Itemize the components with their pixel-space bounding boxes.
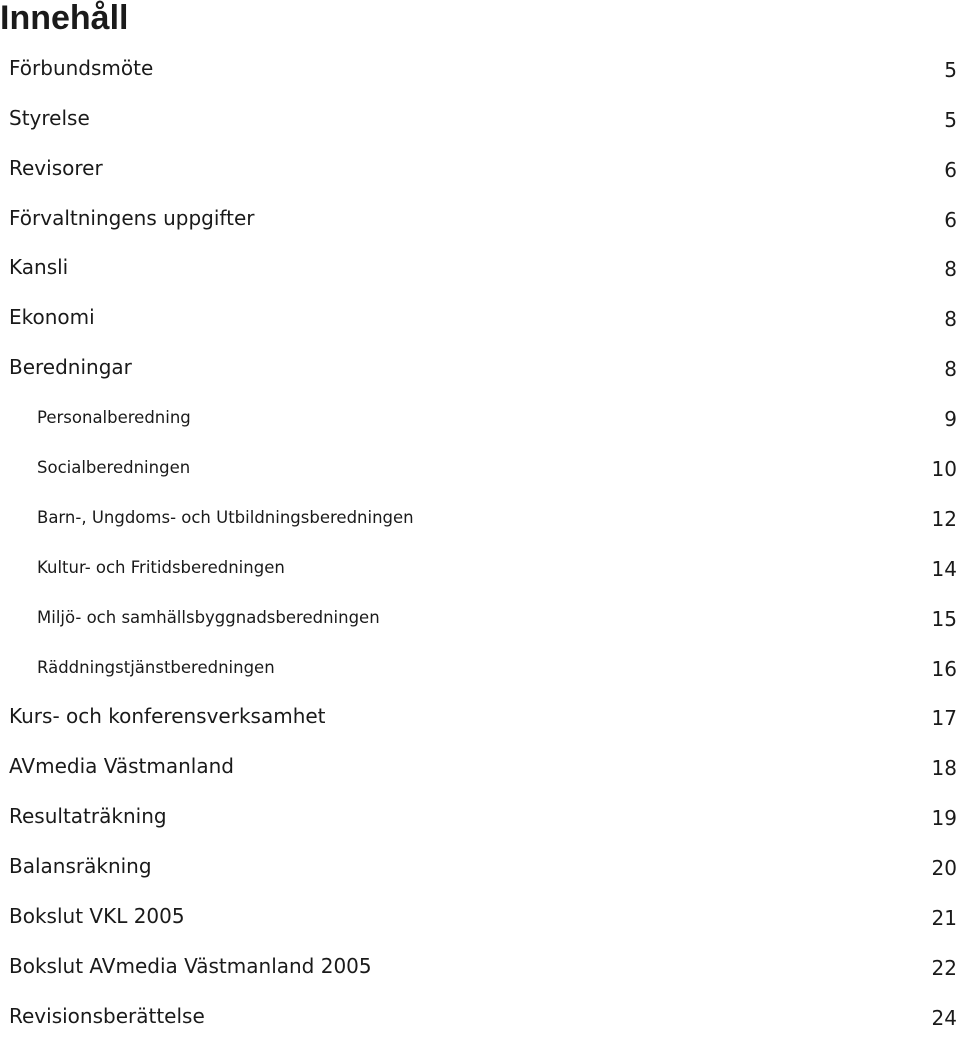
toc-entry[interactable] xyxy=(0,142,960,192)
toc-subentry[interactable] xyxy=(0,591,960,641)
toc-entry-page: 21 xyxy=(931,906,957,931)
toc-entry[interactable] xyxy=(0,341,960,391)
toc-entry-page: 16 xyxy=(931,656,957,681)
toc-entry-page: 5 xyxy=(944,107,957,132)
toc-entry[interactable] xyxy=(0,691,960,741)
toc-entry-page: 8 xyxy=(944,307,957,332)
toc-entry-page: 10 xyxy=(931,457,957,482)
toc-entry-label: Revisorer xyxy=(9,155,103,180)
toc-entry-label: Kurs- och konferensverksamhet xyxy=(9,704,326,729)
toc-subentry[interactable] xyxy=(0,491,960,541)
toc-entry-page: 17 xyxy=(931,706,957,731)
toc-entry-label: Bokslut AVmedia Västmanland 2005 xyxy=(9,953,372,978)
toc-entry[interactable] xyxy=(0,790,960,840)
toc-list xyxy=(0,42,960,1040)
toc-entry-label: Räddningstjänstberedningen xyxy=(37,657,275,677)
toc-entry-label: Förvaltningens uppgifter xyxy=(9,205,255,230)
toc-entry-page: 24 xyxy=(931,1005,957,1030)
toc-entry-page: 22 xyxy=(931,955,957,980)
toc-entry-label: Styrelse xyxy=(9,105,90,130)
toc-entry-label: Barn-, Ungdoms- och Utbildningsberedningen xyxy=(37,507,414,527)
page-title: Innehåll xyxy=(0,0,129,37)
toc-entry-label: Kansli xyxy=(9,255,69,280)
toc-entry-label: Beredningar xyxy=(9,355,132,380)
toc-entry-label: Balansräkning xyxy=(9,854,152,879)
toc-entry-page: 8 xyxy=(944,257,957,282)
toc-entry-page: 9 xyxy=(944,407,957,432)
toc-entry-label: Resultaträkning xyxy=(9,804,167,829)
toc-entry-page: 12 xyxy=(931,506,957,531)
toc-entry[interactable] xyxy=(0,192,960,242)
toc-entry-label: AVmedia Västmanland xyxy=(9,754,234,779)
toc-entry-label: Miljö- och samhällsbyggnadsberedningen xyxy=(37,607,380,627)
toc-entry[interactable] xyxy=(0,92,960,142)
toc-entry-page: 14 xyxy=(931,556,957,581)
toc-subentry[interactable] xyxy=(0,391,960,441)
toc-subentry[interactable] xyxy=(0,641,960,691)
toc-subentry[interactable] xyxy=(0,541,960,591)
toc-entry-label: Personalberedning xyxy=(37,408,191,428)
toc-entry-label: Förbundsmöte xyxy=(9,55,154,80)
toc-entry-page: 5 xyxy=(944,57,957,82)
toc-entry[interactable] xyxy=(0,42,960,92)
toc-entry-page: 6 xyxy=(944,207,957,232)
toc-entry-page: 6 xyxy=(944,157,957,182)
toc-entry[interactable] xyxy=(0,740,960,790)
toc-entry-page: 20 xyxy=(931,856,957,881)
toc-entry-page: 15 xyxy=(931,606,957,631)
toc-entry-label: Revisionsberättelse xyxy=(9,1003,205,1028)
toc-entry[interactable] xyxy=(0,940,960,990)
toc-entry-label: Bokslut VKL 2005 xyxy=(9,904,185,929)
toc-entry-label: Socialberedningen xyxy=(37,458,191,478)
toc-entry-page: 19 xyxy=(931,806,957,831)
toc-entry-page: 8 xyxy=(944,357,957,382)
toc-entry-page: 18 xyxy=(931,756,957,781)
toc-entry[interactable] xyxy=(0,840,960,890)
toc-entry[interactable] xyxy=(0,890,960,940)
toc-subentry[interactable] xyxy=(0,441,960,491)
toc-entry[interactable] xyxy=(0,990,960,1040)
toc-entry[interactable] xyxy=(0,242,960,292)
toc-entry-label: Kultur- och Fritidsberedningen xyxy=(37,557,285,577)
toc-entry[interactable] xyxy=(0,291,960,341)
toc-entry-label: Ekonomi xyxy=(9,305,95,330)
